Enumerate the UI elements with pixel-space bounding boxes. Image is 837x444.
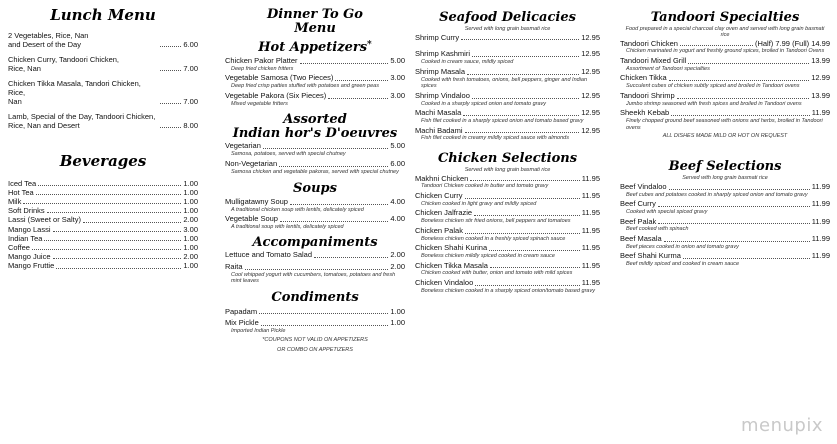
leader-dots [472, 98, 579, 99]
menu-item-name: Indian Tea [8, 233, 43, 243]
leader-dots [465, 132, 580, 133]
menu-item-price: 11.99 [811, 234, 830, 243]
menu-item-name: Chicken Tikka [620, 73, 667, 83]
menu-item-description: Chicken cooked with butter, onion and tomato with mild spices [421, 270, 573, 277]
hot-appetizers-list [225, 57, 405, 107]
menu-item [8, 225, 198, 234]
leader-dots [465, 233, 580, 234]
menu-item [620, 92, 830, 101]
menu-item-price: 13.99 [811, 56, 830, 66]
beef-list [620, 183, 830, 268]
menu-item [620, 218, 830, 227]
leader-dots [160, 70, 181, 71]
menu-item [415, 262, 600, 271]
menu-item [415, 34, 600, 43]
leader-dots [83, 222, 181, 223]
leader-dots [475, 285, 580, 286]
menu-item-name: Mango Juice [8, 252, 51, 262]
leader-dots [664, 241, 810, 242]
menu-item-name: Vegetarian [225, 141, 261, 151]
menu-item [415, 279, 600, 288]
leader-dots [335, 80, 388, 81]
hors-title-line1: Assorted [283, 112, 347, 128]
leader-dots [314, 257, 388, 258]
menu-item-name: Non-Vegetarian [225, 158, 278, 168]
leader-dots [53, 231, 182, 232]
menu-item-price: 1.00 [183, 206, 198, 216]
menu-item-price: 11.99 [811, 181, 830, 191]
menu-item-description: A traditional chicken soup with lentils, delicately spiced [231, 206, 364, 213]
menu-item-name: Vegetable Pakora (Six Pieces) [225, 90, 327, 100]
leader-dots [465, 198, 580, 199]
menu-item-description: Boneless chicken mildly spiced cooked in cream sauce [421, 252, 555, 259]
column-seafood-chicken [415, 0, 600, 296]
menu-item [415, 227, 600, 236]
condiments-list [225, 308, 405, 335]
menu-item-name: Shrimp Kashmiri [415, 49, 471, 59]
menu-item-price: 12.95 [581, 66, 600, 76]
leader-dots [680, 45, 753, 46]
menu-item-price: 1.00 [183, 196, 198, 206]
menu-item-description: Deep fried crisp patties stuffed with potatoes and green peas [231, 83, 379, 90]
menu-item-description: Cooked in cream sauce, mildly spiced [421, 59, 514, 66]
menu-item-description: Chicken cooked in light gravy and mildly spiced [421, 200, 537, 207]
menu-item-price: 12.95 [581, 125, 600, 135]
menu-item [8, 243, 198, 252]
menu-item-name: Chicken Jalfrazie [415, 208, 473, 218]
leader-dots [461, 39, 579, 40]
leader-dots [245, 269, 389, 270]
menu-item [225, 263, 405, 272]
seafood-subtitle: Served with long grain basmati rice [464, 25, 551, 32]
menu-item [225, 251, 405, 260]
menu-item-name: Sheekh Kebab [620, 108, 670, 118]
menu-item [225, 308, 405, 317]
leader-dots [279, 166, 388, 167]
lunch-list [8, 31, 198, 130]
menu-item [415, 192, 600, 201]
menu-item-description: Cooked with special spiced gravy [626, 209, 708, 216]
menu-item-description: Boneless chicken cooked in a freshly spiced spinach sauce [421, 235, 566, 242]
menu-item-name: Soft Drinks [8, 206, 45, 216]
leader-dots [261, 325, 389, 326]
menu-item [225, 215, 405, 224]
menu-item [415, 244, 600, 253]
menu-item-description: Beef cubes and potatoes cooked in sharply spiced onion and tomato gravy [626, 191, 808, 198]
menu-item-name: Raita [225, 262, 243, 272]
menu-item-price: 11.99 [811, 251, 830, 261]
menu-item [8, 112, 198, 130]
leader-dots [38, 185, 181, 186]
dinner-title-line2: Menu [294, 20, 336, 36]
lunch-title: Lunch Menu [50, 6, 156, 24]
column-tandoori-beef [620, 0, 830, 270]
chicken-subtitle: Served with long grain basmati rice [464, 166, 551, 173]
menu-item-description: Deep fried chicken fritters [231, 65, 294, 72]
leader-dots [290, 204, 388, 205]
menu-item-description: Boneless chicken stir fried onions, bell peppers and tomatoes [421, 218, 571, 225]
menu-item-description: Fish filet cooked in a sharply spiced onion and tomato based gravy [421, 118, 584, 124]
menu-item [8, 55, 198, 73]
menu-item [620, 74, 830, 83]
menu-item-name: Lamb, Special of the Day, Tandoori Chicken, Rice, Nan and Desert [8, 111, 156, 130]
menu-item-name: Machi Badami [415, 125, 463, 135]
beef-subtitle: Served with long grain basmati rice [682, 174, 768, 181]
leader-dots [47, 212, 182, 213]
menu-item-description: Beef pieces cooked in onion and tomato gravy [626, 243, 739, 250]
menu-item-price: 7.00 [183, 96, 198, 106]
menu-item-price: 7.00 [183, 63, 198, 73]
menu-item-name: Beef Shahi Kurma [620, 251, 681, 261]
tandoori-note: ALL DISHES MADE MILD OR HOT ON REQUEST [662, 133, 788, 140]
menu-item-description: Tandoori Chicken cooked in butter and tomato gravy [421, 183, 549, 190]
menu-item-name: Chicken Tikka Masala, Tandori Chicken, Rice, Nan [8, 78, 141, 106]
menu-item [8, 215, 198, 224]
menu-item-price: 11.95 [581, 243, 600, 253]
tandoori-title: Tandoori Specialties [650, 10, 800, 25]
menu-item-name: Makhni Chicken [415, 173, 469, 183]
menu-item [8, 252, 198, 261]
menu-item-price: 2.00 [390, 250, 405, 260]
menu-item [225, 142, 405, 151]
menu-item [225, 198, 405, 207]
menu-item-name: Vegetable Soup [225, 214, 278, 224]
leader-dots [56, 268, 181, 269]
column-lunch-beverages [8, 0, 198, 271]
beef-title: Beef Selections [668, 159, 782, 175]
leader-dots [53, 258, 182, 259]
leader-dots [44, 240, 181, 241]
leader-dots [263, 148, 389, 149]
menu-item-description: Samosa chicken and vegetable pakoras, served with special chutney [231, 168, 399, 175]
menu-item-description: Mixed vegetable fritters [231, 100, 288, 107]
menu-item [225, 160, 405, 169]
menu-item-name: Chicken Curry [415, 191, 463, 201]
leader-dots [658, 206, 810, 207]
menu-item-description: Cool whipped yogurt with cucumbers, tomatoes, potatoes and fresh mint leaves [231, 271, 396, 285]
soups-title: Soups [293, 181, 337, 197]
menu-item-price: 1.00 [183, 233, 198, 243]
accompaniments-list [225, 251, 405, 285]
menu-item-price: 1.00 [390, 318, 405, 328]
leader-dots [463, 115, 579, 116]
menu-item-name: Shrimp Curry [415, 32, 460, 42]
menu-item-price: 1.00 [390, 306, 405, 316]
menu-item [415, 209, 600, 218]
leader-dots [677, 98, 810, 99]
menu-item-name: Mix Pickle [225, 318, 259, 328]
menu-item-price: 5.00 [390, 55, 405, 65]
menu-item-price: 4.00 [390, 196, 405, 206]
menu-item-description: Imported Indian Pickle [231, 328, 286, 335]
menu-item [415, 68, 600, 77]
menu-item-description: Finely chopped ground beef seasoned with onions and herbs, broiled in Tandoori ovens [626, 118, 823, 131]
menu-item-price: 11.95 [581, 191, 600, 201]
menu-item [225, 74, 405, 83]
menu-item [225, 57, 405, 66]
menu-item-name: Mulligatawny Soup [225, 196, 288, 206]
leader-dots [160, 103, 181, 104]
menu-item-price: 12.95 [581, 32, 600, 42]
tandoori-list [620, 40, 830, 132]
menu-item [620, 235, 830, 244]
hors-title-line2: Indian hor's D'oeuvres [232, 125, 398, 141]
menu-item-description: Assortment of Tandoori specialties [626, 65, 710, 72]
menu-item-price: 5.00 [390, 141, 405, 151]
leader-dots [160, 127, 181, 128]
menu-item-name: Beef Masala [620, 234, 662, 243]
beverages-title: Beverages [59, 151, 147, 170]
menu-item-price: 2.00 [390, 262, 405, 272]
menu-item [8, 261, 198, 270]
leader-dots [160, 46, 181, 47]
menu-item [415, 50, 600, 59]
menu-item-price: 11.99 [811, 199, 830, 209]
menu-item-price: 11.95 [581, 173, 600, 183]
leader-dots [669, 80, 810, 81]
dinner-title-line1: Dinner To Go [267, 7, 363, 22]
hot-appetizers-star: * [367, 40, 372, 51]
menu-item-description: Succulent cubes of chicken subtly spiced and broiled in Tandoori ovens [626, 83, 800, 90]
menu-item-name: Chicken Shahi Kurina [415, 243, 488, 253]
menu-item-price: 13.99 [811, 90, 830, 100]
menu-item-description: Cooked with fresh tomatoes, onions, bell peppers, ginger and Indian spices [421, 76, 588, 90]
menu-item-name: Hot Tea [8, 187, 34, 197]
menu-item-price: 12.95 [581, 49, 600, 59]
menu-item-name: Mango Lassi [8, 224, 51, 234]
menu-item-name: Machi Masala [415, 108, 462, 118]
menu-item-description: Beef cooked with spinach [626, 226, 689, 233]
leader-dots [658, 223, 810, 224]
leader-dots [683, 258, 810, 259]
menu-item-name: Lettuce and Tomato Salad [225, 250, 313, 260]
leader-dots [280, 221, 388, 222]
menu-item-name: Chicken Vindaloo [415, 277, 474, 287]
menu-item-price: 3.00 [390, 90, 405, 100]
menu-item-name: Tandoori Shrimp [620, 90, 675, 100]
menu-item-price: 12.99 [811, 73, 830, 83]
menu-item-name: Chicken Tikka Masala [415, 260, 488, 270]
menu-item [8, 79, 198, 106]
leader-dots [474, 215, 580, 216]
condiments-title: Condiments [271, 290, 359, 305]
hot-appetizers-label: Hot Appetizers [258, 40, 368, 56]
leader-dots [300, 63, 389, 64]
leader-dots [472, 56, 579, 57]
menu-item-price: 11.99 [811, 216, 830, 226]
leader-dots [467, 74, 579, 75]
menu-item-name: 2 Vegetables, Rice, Nan and Desert of the Day [8, 30, 89, 49]
menu-item-price: 8.00 [183, 120, 198, 130]
menu-item-price: 1.00 [183, 187, 198, 197]
beverages-list [8, 179, 198, 271]
menu-item-description: Samosa, potatoes, served with special chutney [231, 151, 346, 158]
menu-item [8, 234, 198, 243]
hors-list [225, 142, 405, 175]
leader-dots [328, 98, 388, 99]
chicken-list [415, 175, 600, 295]
menu-item-price: 1.00 [183, 242, 198, 252]
menu-item-name: Shrimp Vindaloo [415, 90, 470, 100]
menu-item [620, 200, 830, 209]
menu-item-name: Iced Tea [8, 178, 37, 188]
menu-item-price: 6.00 [390, 158, 405, 168]
menu-item [415, 127, 600, 136]
menu-item-price: 2.00 [183, 215, 198, 225]
menu-item-price: (Half) 7.99 (Full) 14.99 [754, 38, 830, 48]
menu-item-name: Mango Fruttie [8, 261, 55, 271]
menu-item-name: Coffee [8, 242, 30, 252]
menu-item [415, 109, 600, 118]
menu-item [415, 175, 600, 184]
menu-item [8, 206, 198, 215]
menu-item-name: Chicken Pakor Platter [225, 55, 298, 65]
menu-item-name: Tandoori Chicken [620, 38, 678, 48]
coupon-note-1: *COUPONS NOT VALID ON APPETIZERS [262, 336, 368, 343]
menu-item-name: Milk [8, 196, 22, 206]
menu-item-name: Lassi (Sweet or Salty) [8, 215, 81, 225]
accompaniments-title: Accompaniments [252, 234, 378, 250]
menu-item [8, 197, 198, 206]
menu-item [620, 252, 830, 261]
menu-item-price: 12.95 [581, 108, 600, 118]
menu-item [620, 57, 830, 66]
menu-item-price: 1.00 [183, 178, 198, 188]
seafood-title: Seafood Delicacies [439, 10, 576, 25]
menu-item-price: 11.99 [811, 108, 830, 118]
menu-item-description: Jumbo shrimp seasoned with fresh spices and broiled in Tandoori ovens [626, 100, 802, 107]
menu-item-price: 3.00 [390, 73, 405, 83]
leader-dots [671, 115, 810, 116]
menu-item-name: Shrimp Masala [415, 66, 466, 76]
menupix-watermark: menupix [740, 415, 823, 436]
leader-dots [688, 63, 809, 64]
menu-item [620, 40, 830, 49]
menu-item-price: 4.00 [390, 214, 405, 224]
menu-item-description: Boneless chicken cooked in a sharply spiced onion/tomato based gravy [421, 287, 595, 294]
menu-item-price: 11.95 [581, 277, 600, 287]
menu-item-description: Chicken marinated in yogurt and freshly ground spices, broiled in Tandoori Ovens [626, 48, 825, 55]
menu-item-name: Chicken Curry, Tandoori Chicken, Rice, Nan [8, 54, 120, 73]
menu-item-name: Vegetable Samosa (Two Pieces) [225, 73, 334, 83]
leader-dots [490, 267, 580, 268]
leader-dots [489, 250, 580, 251]
menu-item-price: 3.00 [183, 224, 198, 234]
seafood-list [415, 34, 600, 142]
menu-item-price: 6.00 [183, 39, 198, 49]
menu-item [620, 183, 830, 192]
menu-item-price: 11.95 [581, 260, 600, 270]
leader-dots [36, 194, 182, 195]
menu-item-price: 1.00 [183, 261, 198, 271]
menu-item [8, 31, 198, 49]
menu-item-name: Beef Curry [620, 199, 656, 209]
menu-item-name: Beef Palak [620, 216, 657, 226]
menu-item-name: Chicken Palak [415, 225, 463, 235]
menu-item [8, 188, 198, 197]
soups-list [225, 198, 405, 231]
menu-item-price: 12.95 [581, 90, 600, 100]
menu-item-price: 11.95 [581, 208, 600, 218]
menu-item [415, 92, 600, 101]
leader-dots [259, 313, 388, 314]
menu-item [225, 319, 405, 328]
leader-dots [669, 189, 810, 190]
menu-item-name: Papadam [225, 306, 258, 316]
menu-item-description: Beef mildly spiced and cooked in cream sauce [626, 261, 740, 268]
menu-item-price: 11.95 [581, 225, 600, 235]
menu-item-price: 2.00 [183, 252, 198, 262]
menu-item-description: A traditional soup with lentils, delicately spiced [231, 223, 344, 230]
chicken-title: Chicken Selections [437, 150, 578, 166]
leader-dots [470, 180, 579, 181]
menu-item-name: Tandoori Mixed Grill [620, 56, 687, 66]
column-appetizers [225, 0, 405, 353]
tandoori-subtitle: Food prepared in a special charcoal clay oven and served with long grain basmati rice [625, 25, 825, 38]
menu-item [620, 109, 830, 118]
leader-dots [32, 249, 181, 250]
menu-item-name: Beef Vindaloo [620, 181, 667, 191]
coupon-note-2: OR COMBO ON APPETIZERS [277, 346, 353, 353]
menu-item-description: Cooked in a sharply spiced onion and tomato gravy [421, 100, 547, 107]
menu-item [225, 92, 405, 101]
menu-item [8, 179, 198, 188]
leader-dots [23, 203, 181, 204]
menu-item-description: Fish filet cooked in creamy mildly spiced sauce with almonds [421, 135, 569, 142]
hot-appetizers-title [225, 41, 405, 55]
